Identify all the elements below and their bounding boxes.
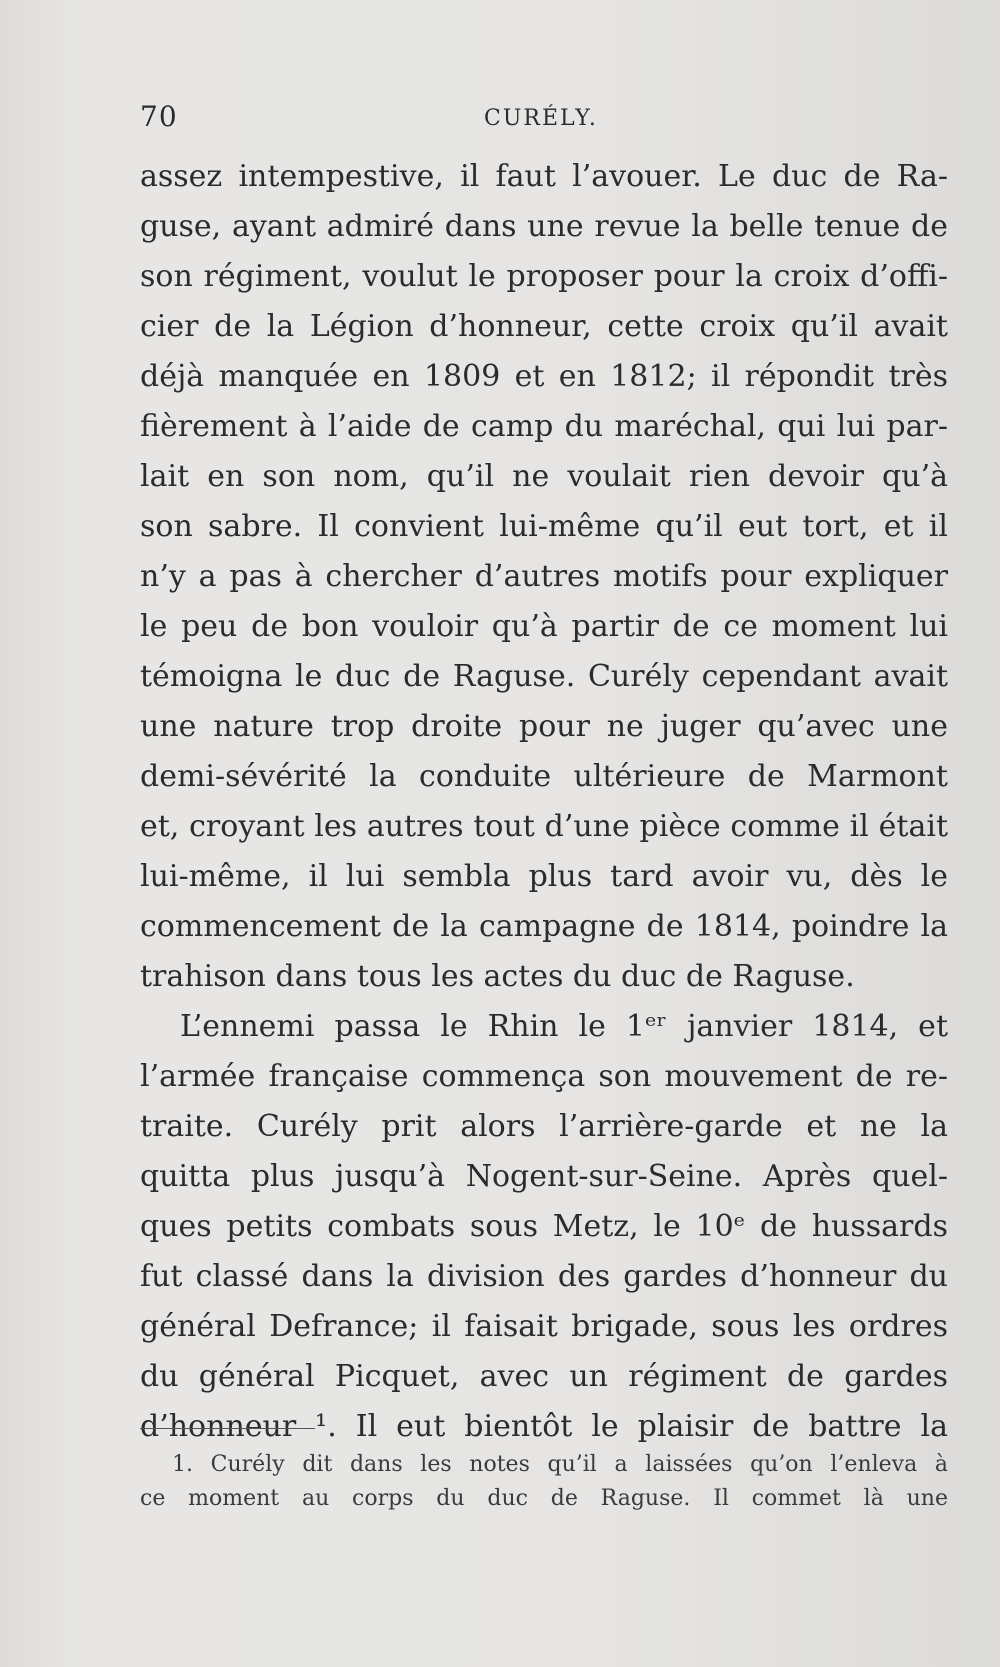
text-line: ques petits combats sous Metz, le 10ᵉ de hussards bbox=[140, 1209, 948, 1244]
text-line: le peu de bon vouloir qu’à partir de ce moment lui bbox=[140, 609, 948, 644]
paragraph-first-line: L’ennemi passa le Rhin le 1ᵉʳ janvier 1814, et bbox=[180, 1009, 948, 1044]
text-line: déjà manquée en 1809 et en 1812; il répondit très bbox=[140, 359, 948, 394]
text-line: son sabre. Il convient lui-même qu’il eut tort, et il bbox=[140, 509, 948, 544]
text-line: traite. Curély prit alors l’arrière-garde et ne la bbox=[140, 1109, 948, 1144]
text-line: fièrement à l’aide de camp du maréchal, qui lui par- bbox=[140, 409, 948, 444]
text-line: témoigna le duc de Raguse. Curély cependant avait bbox=[140, 659, 948, 694]
text-line: n’y a pas à chercher d’autres motifs pour expliquer bbox=[140, 559, 948, 594]
text-line: général Defrance; il faisait brigade, sous les ordres bbox=[140, 1309, 948, 1344]
text-line: et, croyant les autres tout d’une pièce comme il était bbox=[140, 809, 948, 844]
running-head: CURÉLY. bbox=[484, 106, 598, 131]
text-line: lait en son nom, qu’il ne voulait rien devoir qu’à bbox=[140, 459, 948, 494]
footnote-line: ce moment au corps du duc de Raguse. Il commet là une bbox=[140, 1486, 948, 1511]
text-line: quitta plus jusqu’à Nogent-sur-Seine. Après quel- bbox=[140, 1159, 948, 1194]
footnote-divider bbox=[140, 1428, 315, 1429]
text-line: guse, ayant admiré dans une revue la belle tenue de bbox=[140, 209, 948, 244]
page-header bbox=[140, 100, 940, 140]
text-line: une nature trop droite pour ne juger qu’avec une bbox=[140, 709, 948, 744]
text-line: trahison dans tous les actes du duc de Raguse. bbox=[140, 959, 855, 994]
footnote-line: 1. Curély dit dans les notes qu’il a laissées qu’on l’enleva à bbox=[172, 1452, 948, 1477]
footnotes bbox=[140, 1448, 948, 1516]
text-line: fut classé dans la division des gardes d’honneur du bbox=[140, 1259, 948, 1294]
body-text bbox=[140, 152, 948, 1452]
text-line: du général Picquet, avec un régiment de gardes bbox=[140, 1359, 948, 1394]
text-line: cier de la Légion d’honneur, cette croix qu’il avait bbox=[140, 309, 948, 344]
text-line: l’armée française commença son mouvement de re- bbox=[140, 1059, 948, 1094]
text-line: d’honneur ¹. Il eut bientôt le plaisir de battre la bbox=[140, 1409, 948, 1444]
text-line: commencement de la campagne de 1814, poindre la bbox=[140, 909, 948, 944]
page-number: 70 bbox=[140, 100, 178, 133]
text-line: demi-sévérité la conduite ultérieure de Marmont bbox=[140, 759, 948, 794]
text-line: son régiment, voulut le proposer pour la croix d’offi- bbox=[140, 259, 948, 294]
text-line: assez intempestive, il faut l’avouer. Le duc de Ra- bbox=[140, 159, 948, 194]
text-line: lui-même, il lui sembla plus tard avoir vu, dès le bbox=[140, 859, 948, 894]
